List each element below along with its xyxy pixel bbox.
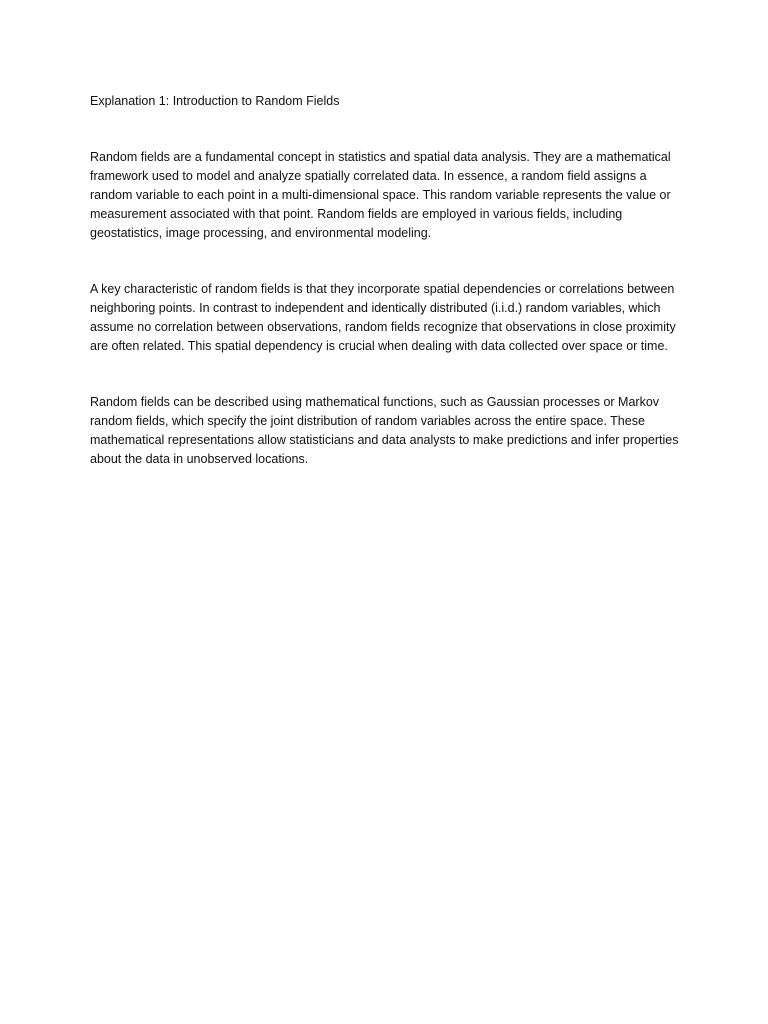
paragraph-1: Random fields are a fundamental concept in statistics and spatial data analysis. They are a mathematical framework used to model and analyze spatially correlated data. In essence, a random field assigns a random variable to each point in a multi-dimensional space. This random variable represents the value or measurement associated with that point. Random fields are employed in various fields, including geostatistics, image processing, and environmental modeling.	[90, 150, 671, 240]
paragraph-3: Random fields can be described using mathematical functions, such as Gaussian processes or Markov random fields, which specify the joint distribution of random variables across the entire space. These mathematical representations allow statisticians and data analysts to make predictions and infer properties about the data in unobserved locations.	[90, 395, 679, 466]
document-body	[90, 92, 690, 506]
document-title: Explanation 1: Introduction to Random Fields	[90, 94, 340, 108]
paragraph-2: A key characteristic of random fields is that they incorporate spatial dependencies or correlations between neighboring points. In contrast to independent and identically distributed (i.i.d.) random variables, which assume no correlation between observations, random fields recognize that observations in close proximity are often related. This spatial dependency is crucial when dealing with data collected over space or time.	[90, 282, 676, 353]
